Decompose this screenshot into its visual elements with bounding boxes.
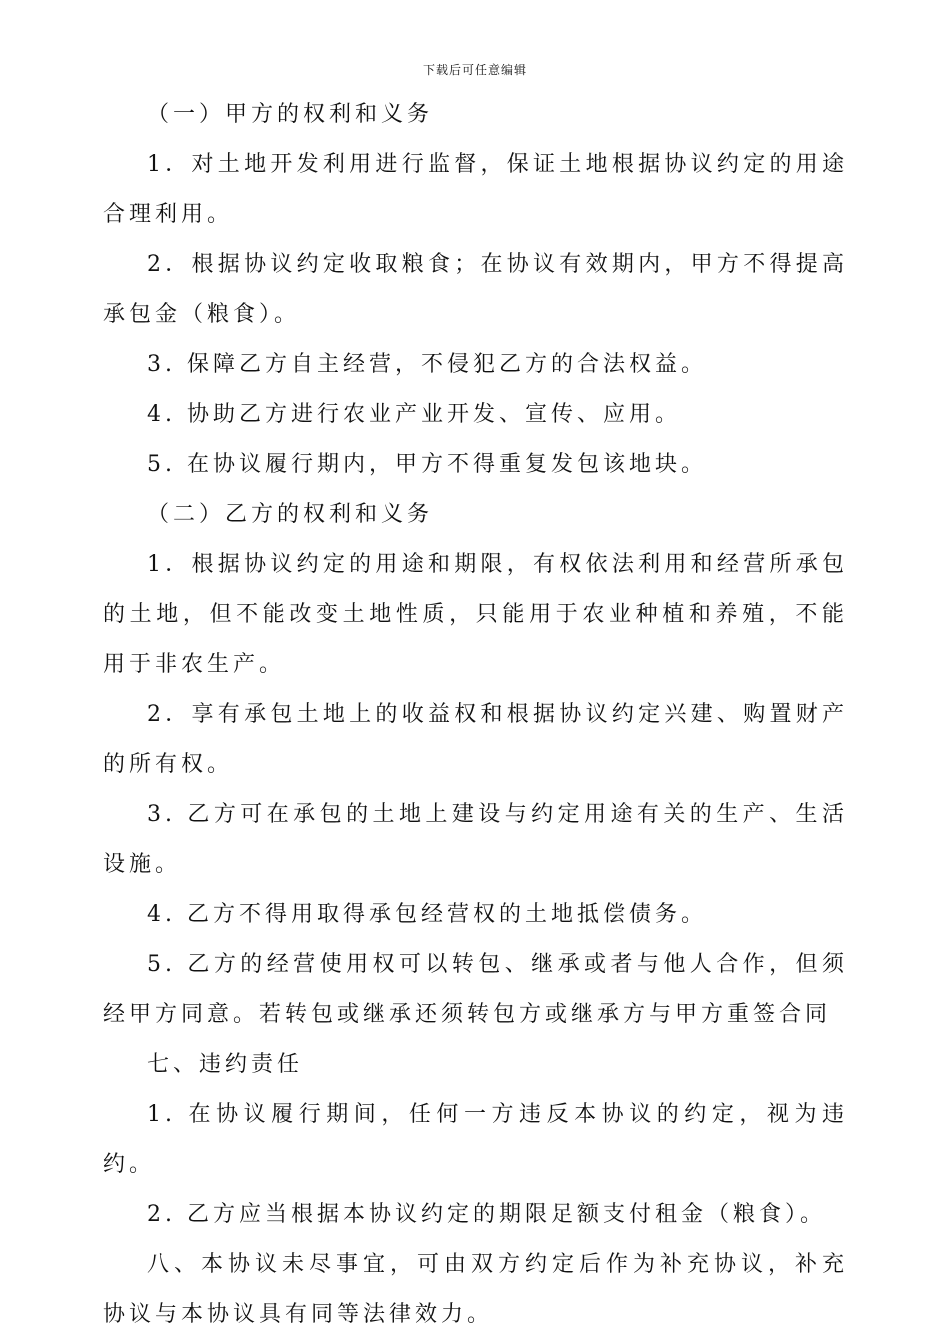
party-b-clause-2: 2．享有承包土地上的收益权和根据协议约定兴建、购置财产的所有权。 [103, 702, 848, 777]
party-a-clause-1: 1．对土地开发利用进行监督，保证土地根据协议约定的用途合理利用。 [103, 152, 848, 227]
party-a-clause-5: 5. 在协议履行期内，甲方不得重复发包该地块。 [147, 452, 707, 477]
party-b-clause-3: 3. 乙方可在承包的土地上建设与约定用途有关的生产、生活设施。 [103, 802, 848, 877]
page-header: 下载后可任意编辑 [422, 63, 527, 77]
document-body [103, 90, 848, 1340]
breach-clause-1: 1. 在协议履行期间，任何一方违反本协议的约定，视为违约。 [103, 1102, 848, 1177]
party-b-clause-5: 5. 乙方的经营使用权可以转包、继承或者与他人合作，但须经甲方同意。若转包或继承还须转包方或继承方与甲方重签合同 [103, 952, 848, 1027]
party-a-clause-4: 4. 协助乙方进行农业产业开发、宣传、应用。 [147, 402, 681, 427]
party-b-clause-1: 1．根据协议约定的用途和期限，有权依法利用和经营所承包的土地，但不能改变土地性质，只能用于农业种植和养殖，不能用于非农生产。 [103, 552, 848, 677]
party-b-clause-4: 4. 乙方不得用取得承包经营权的土地抵偿债务。 [147, 902, 707, 927]
section-heading-party-a: （一）甲方的权利和义务 [147, 102, 434, 127]
section-heading-breach: 七、违约责任 [147, 1052, 304, 1077]
breach-clause-2: 2. 乙方应当根据本协议约定的期限足额支付租金（粮食）。 [147, 1202, 826, 1227]
party-a-clause-3: 3. 保障乙方自主经营，不侵犯乙方的合法权益。 [147, 352, 707, 377]
party-a-clause-2: 2．根据协议约定收取粮食；在协议有效期内，甲方不得提高承包金（粮食）。 [103, 252, 848, 327]
section-heading-party-b: （二）乙方的权利和义务 [147, 502, 434, 527]
section-supplementary: 八、本协议未尽事宜，可由双方约定后作为补充协议，补充协议与本协议具有同等法律效力。 [103, 1252, 848, 1327]
